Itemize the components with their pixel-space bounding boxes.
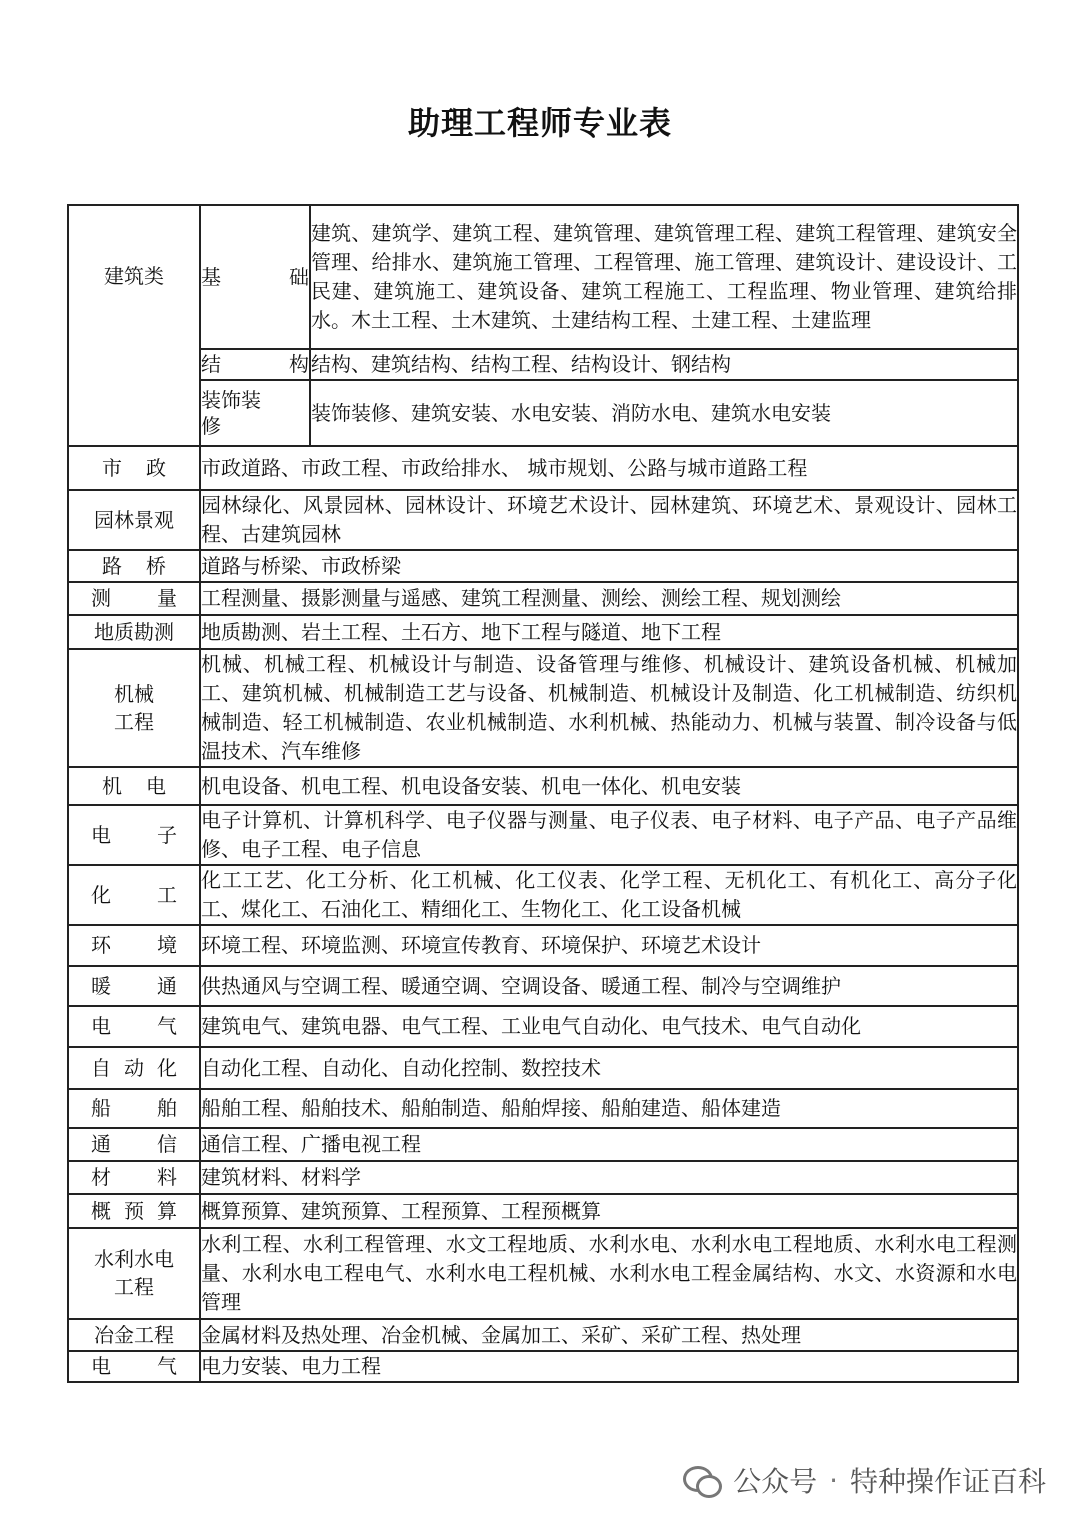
table-row (68, 349, 1018, 380)
category-cell (68, 446, 200, 490)
category-label: 水利水电工程 (94, 1247, 174, 1299)
majors-cell: 道路与桥梁、市政桥梁 (200, 550, 1018, 582)
majors-cell: 电子计算机、计算机科学、电子仪器与测量、电子仪表、电子材料、电子产品、电子产品维修、电子工程、电子信息 (200, 805, 1018, 865)
table-row (68, 1089, 1018, 1128)
table-row (68, 1194, 1018, 1228)
table-row (68, 615, 1018, 649)
category-label: 暖通 (91, 973, 177, 998)
category-label: 化工 (91, 882, 177, 907)
table-row (68, 446, 1018, 490)
subcategory-cell (200, 349, 310, 380)
majors-cell: 供热通风与空调工程、暖通空调、空调设备、暖通工程、制冷与空调维护 (200, 966, 1018, 1006)
category-label: 电气 (91, 1354, 177, 1378)
majors-cell: 地质勘测、岩土工程、土石方、地下工程与隧道、地下工程 (200, 615, 1018, 649)
page-title: 助理工程师专业表 (407, 104, 672, 142)
category-label: 船舶 (91, 1096, 177, 1120)
category-cell (68, 767, 200, 805)
category-cell (68, 1161, 200, 1194)
category-label: 市政 (102, 455, 166, 480)
wechat-icon (683, 1464, 721, 1496)
table-row (68, 1351, 1018, 1382)
category-label: 冶金工程 (94, 1322, 174, 1347)
category-cell (68, 1351, 200, 1382)
category-label: 电子 (91, 822, 177, 847)
category-cell (68, 649, 200, 767)
category-label: 电气 (91, 1014, 177, 1038)
majors-cell: 水利工程、水利工程管理、水文工程地质、水利水电、水利水电工程地质、水利水电工程测 量、水利水电工程电气、水利水电工程机械、水利水电工程金属结构、水文、水资源和水电管理 (200, 1228, 1018, 1319)
category-cell (68, 925, 200, 966)
majors-cell: 机械、机械工程、机械设计与制造、设备管理与维修、机械设计、建筑设备机械、机械加工、建筑机械、机械制造工艺与设备、机械制造、机械设计及制造、化工机械制造、纺织机械制造、轻工机械制造、农业机械制造、水利机械、热能动力、机械与装置、制冷设备与低温技术、汽车维修 (200, 649, 1018, 767)
table-row (68, 805, 1018, 865)
category-label: 路桥 (102, 553, 166, 578)
table-row (68, 865, 1018, 925)
table-row (68, 205, 1018, 349)
category-label: 机械工程 (114, 681, 154, 734)
table-row (68, 582, 1018, 615)
category-label: 自动化 (91, 1055, 177, 1080)
table-row (68, 1006, 1018, 1047)
category-label: 园林景观 (94, 507, 174, 532)
subcategory-label: 结构 (201, 352, 309, 376)
majors-table (67, 204, 1019, 1383)
category-cell (68, 1006, 200, 1047)
category-cell (68, 615, 200, 649)
category-label: 机电 (102, 773, 166, 798)
subcategory-cell (200, 205, 310, 349)
table-row (68, 925, 1018, 966)
table-row (68, 490, 1018, 550)
majors-cell: 机电设备、机电工程、机电设备安装、机电一体化、机电安装 (200, 767, 1018, 805)
majors-cell: 市政道路、市政工程、市政给排水、 城市规划、公路与城市道路工程 (200, 446, 1018, 490)
majors-cell: 电力安装、电力工程 (200, 1351, 1018, 1382)
watermark (683, 1458, 1046, 1502)
table-row (68, 1047, 1018, 1089)
category-cell (68, 1194, 200, 1228)
table-row (68, 966, 1018, 1006)
table-row (68, 1128, 1018, 1161)
category-label: 地质勘测 (94, 619, 174, 644)
majors-cell: 环境工程、环境监测、环境宣传教育、环境保护、环境艺术设计 (200, 925, 1018, 966)
watermark-account: 特种操作证百科 (849, 1465, 1046, 1498)
category-label: 建筑类 (104, 264, 164, 288)
table-row (68, 1319, 1018, 1351)
category-cell (68, 966, 200, 1006)
subcategory-label: 基础 (201, 264, 309, 289)
category-label: 通信 (91, 1132, 177, 1156)
table-row (68, 1161, 1018, 1194)
majors-cell: 建筑电气、建筑电器、电气工程、工业电气自动化、电气技术、电气自动化 (200, 1006, 1018, 1047)
category-cell-construction (68, 205, 200, 446)
category-cell (68, 1047, 200, 1089)
majors-cell: 园林绿化、风景园林、园林设计、环境艺术设计、园林建筑、环境艺术、景观设计、园林工程、古建筑园林 (200, 490, 1018, 550)
category-cell (68, 582, 200, 615)
table-row (68, 380, 1018, 446)
majors-cell: 结构、建筑结构、结构工程、结构设计、钢结构 (310, 349, 1018, 380)
category-label: 环境 (91, 933, 177, 957)
category-cell (68, 865, 200, 925)
category-cell (68, 490, 200, 550)
majors-cell: 工程测量、摄影测量与遥感、建筑工程测量、测绘、测绘工程、规划测绘 (200, 582, 1018, 615)
category-label: 测量 (91, 586, 177, 610)
category-cell (68, 805, 200, 865)
category-cell (68, 550, 200, 582)
category-cell (68, 1089, 200, 1128)
category-cell (68, 1228, 200, 1319)
table-row (68, 550, 1018, 582)
watermark-separator: · (829, 1463, 838, 1497)
majors-cell: 建筑材料、材料学 (200, 1161, 1018, 1194)
majors-cell: 概算预算、建筑预算、工程预算、工程预概算 (200, 1194, 1018, 1228)
majors-cell: 通信工程、广播电视工程 (200, 1128, 1018, 1161)
majors-cell: 自动化工程、自动化、自动化控制、数控技术 (200, 1047, 1018, 1089)
majors-cell: 建筑、建筑学、建筑工程、建筑管理、建筑管理工程、建筑工程管理、建筑安全管理、给排水、建筑施工管理、工程管理、施工管理、建筑设计、建设设计、工民建、建筑施工、建筑设备、建筑工程施工、工程监理、物业管理、建筑给排水。木土工程、土木建筑、土建结构工程、土建工程、土建监理 (310, 205, 1018, 349)
majors-cell: 金属材料及热处理、冶金机械、金属加工、采矿、采矿工程、热处理 (200, 1319, 1018, 1351)
majors-cell: 装饰装修、建筑安装、水电安装、消防水电、建筑水电安装 (310, 380, 1018, 446)
subcategory-label: 装饰装修 (201, 388, 261, 438)
subcategory-cell (200, 380, 310, 446)
table-row (68, 767, 1018, 805)
table-row (68, 649, 1018, 767)
table-row (68, 1228, 1018, 1319)
category-label: 材料 (91, 1165, 177, 1189)
category-cell (68, 1319, 200, 1351)
majors-cell: 船舶工程、船舶技术、船舶制造、船舶焊接、船舶建造、船体建造 (200, 1089, 1018, 1128)
majors-cell: 化工工艺、化工分析、化工机械、化工仪表、化学工程、无机化工、有机化工、高分子化工、煤化工、石油化工、精细化工、生物化工、化工设备机械 (200, 865, 1018, 925)
watermark-label: 公众号 (733, 1465, 818, 1498)
category-label: 概预算 (91, 1198, 177, 1223)
category-cell (68, 1128, 200, 1161)
